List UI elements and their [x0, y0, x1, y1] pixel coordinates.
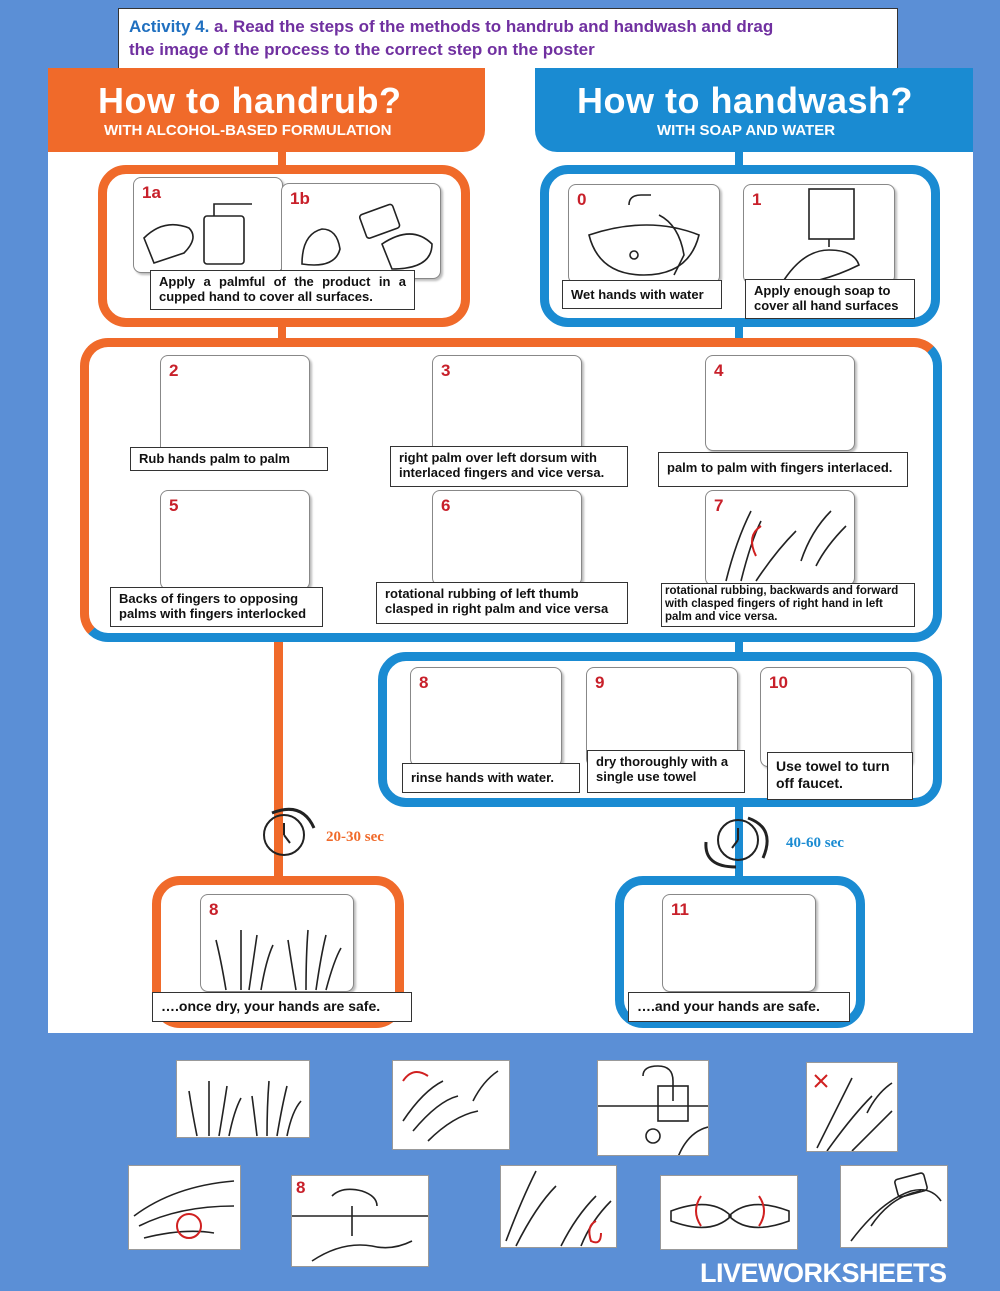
towel-dry-icon: [841, 1166, 948, 1248]
step-1-label: Apply enough soap to cover all hand surfaces: [745, 279, 915, 319]
step-9-label: dry thoroughly with a single use towel: [587, 750, 745, 793]
step-number: 4: [714, 361, 724, 380]
step-number: 8: [419, 673, 429, 692]
step-5-label: Backs of fingers to opposing palms with fingers interlocked: [110, 587, 323, 627]
step-number: 8: [209, 900, 219, 919]
step-8-wash-label: rinse hands with water.: [402, 763, 580, 793]
step-number: 2: [169, 361, 179, 380]
draggable-tile-palm-to-palm[interactable]: [660, 1175, 798, 1250]
step-11-dropzone[interactable]: [662, 894, 816, 992]
step-6-dropzone[interactable]: [432, 490, 582, 586]
activity-number: Activity 4.: [129, 17, 210, 36]
step-6-label: rotational rubbing of left thumb clasped in right palm and vice versa: [376, 582, 628, 624]
thumb-rotation-icon: [129, 1166, 241, 1250]
step-number: 0: [577, 190, 587, 209]
soap-dispenser-icon: [744, 185, 895, 284]
step-number: 10: [769, 673, 788, 692]
handrub-header: [48, 68, 485, 152]
step-1-card: [743, 184, 895, 284]
draggable-tile-rinse[interactable]: [291, 1175, 429, 1267]
step-number: 3: [441, 361, 451, 380]
step-number: 1a: [142, 183, 161, 202]
step-7-label: rotational rubbing, backwards and forward with clasped fingers of right hand in left palm and vice versa.: [661, 583, 915, 627]
handwash-header: [535, 68, 973, 152]
step-number: 1: [752, 190, 762, 209]
step-1b-label: Apply a palmful of the product in a cupped hand to cover all surfaces.: [150, 270, 415, 310]
step-3-dropzone[interactable]: [432, 355, 582, 455]
step-4-label: palm to palm with fingers interlaced.: [658, 452, 908, 487]
interlaced-fingers-icon: [807, 1063, 898, 1152]
tile-number: 8: [296, 1178, 306, 1197]
open-hands-icon: [201, 895, 354, 992]
step-8-wash-dropzone[interactable]: [410, 667, 562, 767]
step-8-rub-label: ….once dry, your hands are safe.: [152, 992, 412, 1022]
step-1a-card: [133, 177, 283, 273]
palms-up-icon: [177, 1061, 310, 1138]
step-5-dropzone[interactable]: [160, 490, 310, 590]
handwash-title: How to handwash?: [577, 80, 913, 121]
draggable-tile-palms-up[interactable]: [176, 1060, 310, 1138]
step-0-label: Wet hands with water: [562, 280, 722, 309]
handwash-timer-icon: [698, 812, 778, 872]
step-7-card: [705, 490, 855, 586]
rinse-hands-icon: [292, 1176, 429, 1267]
liveworksheets-logo: LIVEWORKSHEETS: [700, 1258, 947, 1288]
handwash-time: 40-60 sec: [786, 835, 844, 851]
fingertips-rotation-icon: [501, 1166, 617, 1248]
step-4-dropzone[interactable]: [705, 355, 855, 451]
sink-tap-icon: [569, 185, 720, 284]
clasped-fingers-icon: [706, 491, 855, 586]
step-10-label: Use towel to turn off faucet.: [767, 752, 913, 800]
draggable-tile-towel-dry[interactable]: [840, 1165, 948, 1248]
handrub-subtitle: WITH ALCOHOL-BASED FORMULATION: [104, 122, 392, 139]
draggable-tile-fingertips-rotation[interactable]: [500, 1165, 617, 1248]
instruction-line2: the image of the process to the correct step on the poster: [129, 40, 595, 59]
step-2-label: Rub hands palm to palm: [130, 447, 328, 471]
draggable-tile-back-of-hand[interactable]: [392, 1060, 510, 1150]
faucet-towel-icon: [598, 1061, 709, 1156]
step-1b-card: [281, 183, 441, 279]
step-number: 6: [441, 496, 451, 515]
palm-to-palm-icon: [661, 1176, 798, 1250]
step-8-rub-card: [200, 894, 354, 992]
instructions-box: [118, 8, 898, 70]
step-0-card: [568, 184, 720, 284]
handwash-subtitle: WITH SOAP AND WATER: [657, 122, 836, 139]
back-of-hand-icon: [393, 1061, 510, 1150]
instruction-line1: a. Read the steps of the methods to handrub and handwash and drag: [214, 17, 774, 36]
draggable-tile-thumb-rotation[interactable]: [128, 1165, 241, 1250]
step-11-label: ….and your hands are safe.: [628, 992, 850, 1022]
step-2-dropzone[interactable]: [160, 355, 310, 455]
step-number: 9: [595, 673, 605, 692]
step-number: 1b: [290, 189, 310, 208]
draggable-tile-faucet-towel[interactable]: [597, 1060, 709, 1156]
draggable-tile-interlaced-fingers[interactable]: [806, 1062, 898, 1152]
step-number: 11: [671, 900, 689, 919]
handrub-time: 20-30 sec: [326, 829, 384, 845]
step-number: 5: [169, 496, 179, 515]
step-3-label: right palm over left dorsum with interlaced fingers and vice versa.: [390, 446, 628, 487]
step-number: 7: [714, 496, 724, 515]
handrub-title: How to handrub?: [98, 80, 402, 121]
handrub-timer-icon: [252, 805, 322, 865]
